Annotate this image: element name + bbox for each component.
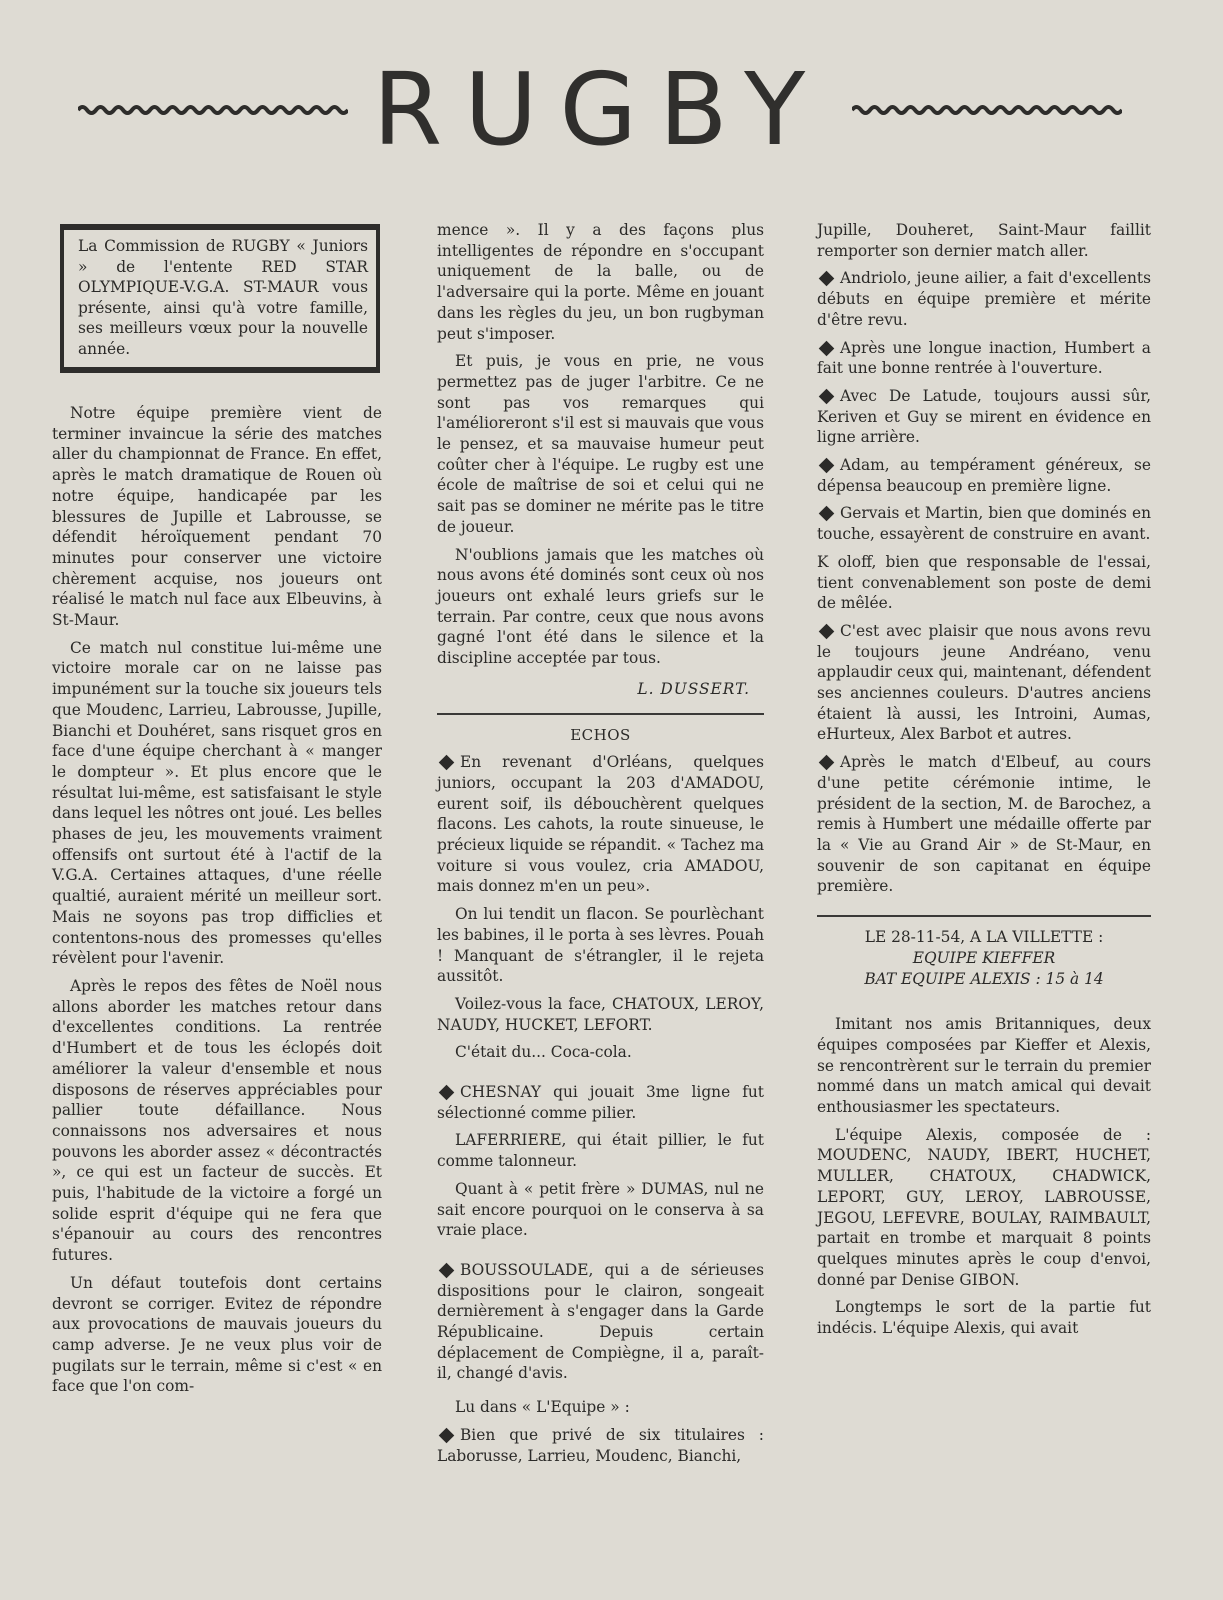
col1-paragraph-2: Ce match nul constitue lui-même une victoire morale car on ne laisse pas impunément sur la touche six joueurs tels que Moudenc, Larrieu, Labrousse, Jupille, Bianchi et Douhéret, sans risquet gros en face d'une équipe cherchant à « manger le dompteur ». Et plus encore que le résultat lui-même, est satisfaisant le style dans lequel les nôtres ont joué. Les belles phases de jeu, les mouvements vraiment offensifs ont surtout été à l'actif de la V.G.A. Certaines attaques, d'une réelle qualtié, auraient mérité un meilleur sort. Mais ne soyons pas trop difficlies et contentons-nous des promesses qu'elles révèlent pour l'avenir. bbox=[52, 638, 382, 968]
divider bbox=[437, 713, 764, 715]
col1-paragraph-4: Un défaut toutefois dont certains devront se corriger. Evitez de répondre aux provocations de mauvais joueurs du camp adverse. Je ne veux plus voir de pugilats sur le terrain, même si c'est « en face que l'on com- bbox=[52, 1273, 382, 1396]
echo-paragraph: Quant à « petit frère » DUMAS, nul ne sait encore pourquoi on le conserva à sa vraie place. bbox=[437, 1179, 764, 1240]
diamond-bullet-icon bbox=[439, 1085, 455, 1101]
echo-item bbox=[437, 1425, 764, 1466]
echo-item bbox=[817, 752, 1151, 897]
diamond-bullet-icon bbox=[439, 1263, 455, 1279]
column-1 bbox=[52, 220, 382, 1404]
diamond-bullet-icon bbox=[819, 389, 835, 405]
match-heading-line-3: BAT EQUIPE ALEXIS : 15 à 14 bbox=[864, 969, 1104, 988]
wavy-rule-right bbox=[852, 103, 1122, 117]
echo-text: Après une longue inaction, Humbert a fait une bonne rentrée à l'ouverture. bbox=[817, 338, 1151, 378]
echo-text: Adam, au tempérament généreux, se dépensa beaucoup en première ligne. bbox=[817, 456, 1151, 495]
echo-text: Bien que privé de six titulaires : Laborusse, Larrieu, Moudenc, Bianchi, bbox=[437, 1425, 764, 1465]
echo-text: Gervais et Martin, bien que dominés en touche, essayèrent de construire en avant. bbox=[817, 504, 1151, 544]
col2-paragraph-2: Et puis, je vous en prie, ne vous permettez pas de juger l'arbitre. Ce ne sont pas vos remarques qui l'amélioreront s'il est si mauvais que vous le pensez, et sa mauvaise humeur peut coûter cher à l'équipe. Le rugby est une école de maîtrise de soi et celui qui ne sait pas se dominer ne mérite pas le titre de joueur. bbox=[437, 352, 764, 536]
column-3 bbox=[817, 220, 1151, 1346]
col1-paragraph-1: Notre équipe première vient de terminer invaincue la série des matches aller du championnat de France. En effet, après le match dramatique de Rouen où notre équipe, handicapée par les blessures de Jupille et Labrousse, se défendit héroïquement pendant 70 minutes pour conserver une victoire chèrement acquise, nos joueurs ont réalisé le match nul face aux Elbeuvins, à St-Maur. bbox=[52, 404, 382, 630]
echo-text: C'est avec plaisir que nous avons revu le toujours jeune Andréano, venu applaudir ceux qui, maintenant, défendent ses anciennes couleurs. D'autres anciens étaient là aussi, les Introini, Aumas, eHurteux, Alex Barbot et autres. bbox=[817, 621, 1151, 744]
match-heading-line-1: LE 28-11-54, A LA VILLETTE : bbox=[864, 928, 1104, 947]
echo-item bbox=[817, 621, 1151, 745]
echo-paragraph: LAFERRIERE, qui était pillier, le fut comme talonneur. bbox=[437, 1131, 764, 1171]
diamond-bullet-icon bbox=[819, 458, 835, 474]
col3-paragraph-3: L'équipe Alexis, composée de : MOUDENC, NAUDY, IBERT, HUCHET, MULLER, CHATOUX, CHADWICK, LEPORT, GUY, LEROY, LABROUSSE, JEGOU, LEFEVRE, BOULAY, RAIMBAULT, partait en trombe et marquait 8 points quelques minutes après le coup d'envoi, donné par Denise GIBON. bbox=[817, 1125, 1151, 1289]
echo-item bbox=[817, 455, 1151, 496]
echo-item bbox=[437, 1260, 764, 1384]
echo-item bbox=[817, 268, 1151, 330]
diamond-bullet-icon bbox=[819, 271, 835, 287]
echo-paragraph: Lu dans « L'Equipe » : bbox=[455, 1398, 630, 1417]
echo-item bbox=[437, 1082, 764, 1123]
echo-item bbox=[437, 752, 764, 897]
echo-text: CHESNAY qui jouait 3me ligne fut sélectionné comme pilier. bbox=[437, 1083, 764, 1122]
echo-paragraph: C'était du... Coca-cola. bbox=[455, 1043, 632, 1062]
column-2 bbox=[437, 220, 764, 1473]
divider bbox=[817, 915, 1151, 917]
diamond-bullet-icon bbox=[439, 1428, 455, 1444]
match-heading-line-2: EQUIPE KIEFFER bbox=[912, 948, 1056, 967]
diamond-bullet-icon bbox=[819, 755, 835, 771]
echo-paragraph: Voilez-vous la face, CHATOUX, LEROY, NAUDY, HUCKET, LEFORT. bbox=[437, 994, 764, 1034]
echo-text: Andriolo, jeune ailier, a fait d'excellents débuts en équipe première et mérite d'être revu. bbox=[817, 269, 1151, 329]
diamond-bullet-icon bbox=[819, 624, 835, 640]
echo-text: Avec De Latude, toujours aussi sûr, Keriven et Guy se mirent en évidence en ligne arrière. bbox=[817, 386, 1151, 447]
signature: L. DUSSERT. bbox=[637, 679, 750, 698]
col3-paragraph-4: Longtemps le sort de la partie fut indécis. L'équipe Alexis, qui avait bbox=[817, 1298, 1151, 1338]
diamond-bullet-icon bbox=[819, 506, 835, 522]
diamond-bullet-icon bbox=[439, 755, 455, 771]
col2-paragraph-3: N'oublions jamais que les matches où nous avons été dominés sont ceux où nos joueurs ont exhalé leurs griefs sur le terrain. Par contre, ceux que nous avons gagné l'ont été dans le silence et la discipline acceptée par tous. bbox=[437, 545, 764, 668]
echo-text: Après le match d'Elbeuf, au cours d'une petite cérémonie intime, le président de la section, M. de Barochez, a remis à Humbert une médaille offerte par la « Vie au Grand Air » de St-Maur, en souvenir de son capitanat en équipe première. bbox=[817, 753, 1151, 896]
col2-paragraph-1: mence ». Il y a des façons plus intelligentes de répondre en s'occupant uniquement de la balle, ou de l'adversaire qui la porte. Même en jouant dans les règles du jeu, un bon rugbyman peut s'imposer. bbox=[437, 221, 764, 343]
echo-paragraph: K oloff, bien que responsable de l'essai, tient convenablement son poste de demi de mêlée. bbox=[817, 552, 1151, 613]
echo-item bbox=[817, 386, 1151, 448]
col3-paragraph-2: Imitant nos amis Britanniques, deux équipes composées par Kieffer et Alexis, se rencontrèrent sur le terrain du premier nommé dans un match amical qui devait enthousiasmer les spectateurs. bbox=[817, 1015, 1151, 1117]
title-row bbox=[70, 51, 1130, 168]
echo-text: BOUSSOULADE, qui a de sérieuses dispositions pour le clairon, songeait dernièrement à s'engager dans la Garde Républicaine. Depuis certain déplacement de Compiègne, il a, paraît-il, changé d'avis. bbox=[437, 1260, 764, 1383]
col1-paragraph-3: Après le repos des fêtes de Noël nous allons aborder les matches retour dans d'excellentes conditions. La rentrée d'Humbert et de tous les éclopés doit améliorer la valeur d'ensemble et nous disposons de réserves appréciables pour pallier toute défaillance. Nous connaissons nos adversaires et nous pouvons les aborder assez « décontractés », ce qui est un facteur de succès. Et puis, l'habitude de la victoire a forgé un solide esprit d'équipe qui ne fera que s'épanouir au cours des rencontres futures. bbox=[52, 976, 382, 1265]
echo-text: En revenant d'Orléans, quelques juniors, occupant la 203 d'AMADOU, eurent soif, ils débouchèrent quelques flacons. Les cahots, la route sinueuse, le précieux liquide se répandit. « Tachez ma voiture si vous voulez, cria AMADOU, mais donnez m'en un peu». bbox=[437, 753, 764, 896]
echo-paragraph: On lui tendit un flacon. Se pourlèchant les babines, il le porta à ses lèvres. Pouah ! Manquant de s'étrangler, il le rejeta aussitôt. bbox=[437, 905, 764, 986]
diamond-bullet-icon bbox=[819, 340, 835, 356]
echo-item bbox=[817, 338, 1151, 379]
page-title: RUGBY bbox=[372, 51, 828, 168]
echos-heading: ECHOS bbox=[570, 726, 631, 745]
col3-paragraph-1: Jupille, Douheret, Saint-Maur faillit remporter son dernier match aller. bbox=[817, 221, 1151, 260]
greeting-box: La Commission de RUGBY « Juniors » de l'entente RED STAR OLYMPIQUE-V.G.A. ST-MAUR vous présente, ainsi qu'à votre famille, ses meilleurs vœux pour la nouvelle année. bbox=[60, 224, 380, 373]
echo-item bbox=[817, 503, 1151, 544]
